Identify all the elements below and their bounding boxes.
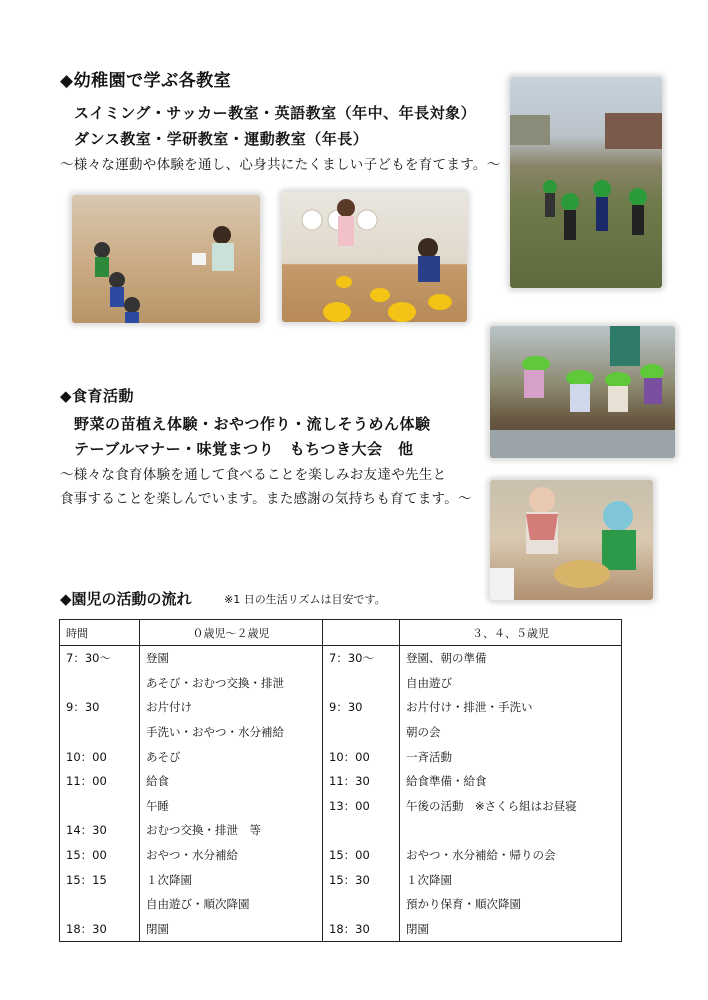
schedule-note: ※1 日の生活リズムは目安です。 <box>224 593 386 606</box>
activity-young-cell: 閉園 <box>140 917 323 942</box>
time-young-cell: 15：15 <box>60 867 140 892</box>
section-heading-schedule: ◆園児の活動の流れ <box>60 590 192 608</box>
table-row <box>60 744 622 769</box>
time-older-cell <box>323 818 400 843</box>
planting-photo <box>490 326 675 458</box>
header-time: 時間 <box>60 620 140 646</box>
activity-young-cell: 午睡 <box>140 794 323 819</box>
time-older-cell: 18：30 <box>323 917 400 942</box>
header-age-0-2: ０歳児～２歳児 <box>140 620 323 646</box>
time-young-cell: 15：00 <box>60 843 140 868</box>
time-young-cell <box>60 671 140 696</box>
table-row <box>60 867 622 892</box>
cooking-photo <box>490 480 653 600</box>
exercise-photo-art <box>282 192 467 322</box>
time-older-cell: 13：00 <box>323 794 400 819</box>
time-older-cell: 11：30 <box>323 769 400 794</box>
activity-older-cell: １次降園 <box>400 867 622 892</box>
activity-older-cell: 閉園 <box>400 917 622 942</box>
table-row <box>60 695 622 720</box>
time-older-cell: 7：30～ <box>323 646 400 671</box>
time-older-cell <box>323 671 400 696</box>
activity-young-cell: 登園 <box>140 646 323 671</box>
table-row <box>60 818 622 843</box>
table-header-row <box>60 620 622 646</box>
table-row <box>60 646 622 671</box>
time-young-cell: 7：30～ <box>60 646 140 671</box>
table-row <box>60 720 622 745</box>
time-young-cell: 9：30 <box>60 695 140 720</box>
english-photo-art <box>72 195 260 323</box>
time-older-cell: 10：00 <box>323 744 400 769</box>
activity-older-cell: 登園、朝の準備 <box>400 646 622 671</box>
food-description-2: 食事することを楽しんでいます。また感謝の気持ちも育てます。～ <box>60 491 472 507</box>
time-older-cell <box>323 720 400 745</box>
english-class-photo <box>72 195 260 323</box>
header-time-2 <box>323 620 400 646</box>
header-age-3-5: ３、４、５歳児 <box>400 620 622 646</box>
activity-older-cell: 朝の会 <box>400 720 622 745</box>
schedule-table <box>59 619 622 942</box>
time-older-cell: 15：00 <box>323 843 400 868</box>
classes-line-2: ダンス教室・学研教室・運動教室（年長） <box>74 130 369 148</box>
activity-older-cell <box>400 818 622 843</box>
table-row <box>60 794 622 819</box>
activity-young-cell: おむつ交換・排泄 等 <box>140 818 323 843</box>
food-description-1: ～様々な食育体験を通して食べることを楽しみお友達や先生と <box>60 467 447 483</box>
time-young-cell <box>60 720 140 745</box>
cooking-photo-art <box>490 480 653 600</box>
activity-young-cell: 手洗い・おやつ・水分補給 <box>140 720 323 745</box>
food-line-2: テーブルマナー・味覚まつり もちつき大会 他 <box>74 440 414 458</box>
section-heading-food: ◆食育活動 <box>60 387 135 405</box>
time-older-cell: 15：30 <box>323 867 400 892</box>
activity-young-cell: 給食 <box>140 769 323 794</box>
table-row <box>60 843 622 868</box>
activity-young-cell: おやつ・水分補給 <box>140 843 323 868</box>
classes-description: ～様々な運動や体験を通し、心身共にたくましい子どもを育てます。～ <box>60 157 501 173</box>
schedule-body <box>60 646 622 942</box>
activity-older-cell: 自由遊び <box>400 671 622 696</box>
classes-line-1: スイミング・サッカー教室・英語教室（年中、年長対象） <box>74 104 477 122</box>
time-young-cell: 18：30 <box>60 917 140 942</box>
table-row <box>60 917 622 942</box>
activity-older-cell: 一斉活動 <box>400 744 622 769</box>
activity-older-cell: お片付け・排泄・手洗い <box>400 695 622 720</box>
activity-older-cell: 預かり保育・順次降園 <box>400 892 622 917</box>
table-row <box>60 769 622 794</box>
time-older-cell <box>323 892 400 917</box>
table-row <box>60 892 622 917</box>
section-heading-classes: ◆幼稚園で学ぶ各教室 <box>60 71 232 91</box>
table-row <box>60 671 622 696</box>
time-young-cell <box>60 892 140 917</box>
planting-photo-art <box>490 326 675 458</box>
exercise-class-photo <box>282 192 467 322</box>
activity-older-cell: 給食準備・給食 <box>400 769 622 794</box>
time-young-cell: 14：30 <box>60 818 140 843</box>
soccer-photo-art <box>510 77 662 288</box>
activity-young-cell: あそび <box>140 744 323 769</box>
activity-older-cell: 午後の活動 ※さくら組はお昼寝 <box>400 794 622 819</box>
activity-older-cell: おやつ・水分補給・帰りの会 <box>400 843 622 868</box>
time-young-cell: 10：00 <box>60 744 140 769</box>
activity-young-cell: お片付け <box>140 695 323 720</box>
food-line-1: 野菜の苗植え体験・おやつ作り・流しそうめん体験 <box>74 415 431 433</box>
activity-young-cell: １次降園 <box>140 867 323 892</box>
time-young-cell: 11：00 <box>60 769 140 794</box>
soccer-class-photo <box>510 77 662 288</box>
activity-young-cell: あそび・おむつ交換・排泄 <box>140 671 323 696</box>
time-older-cell: 9：30 <box>323 695 400 720</box>
time-young-cell <box>60 794 140 819</box>
activity-young-cell: 自由遊び・順次降園 <box>140 892 323 917</box>
